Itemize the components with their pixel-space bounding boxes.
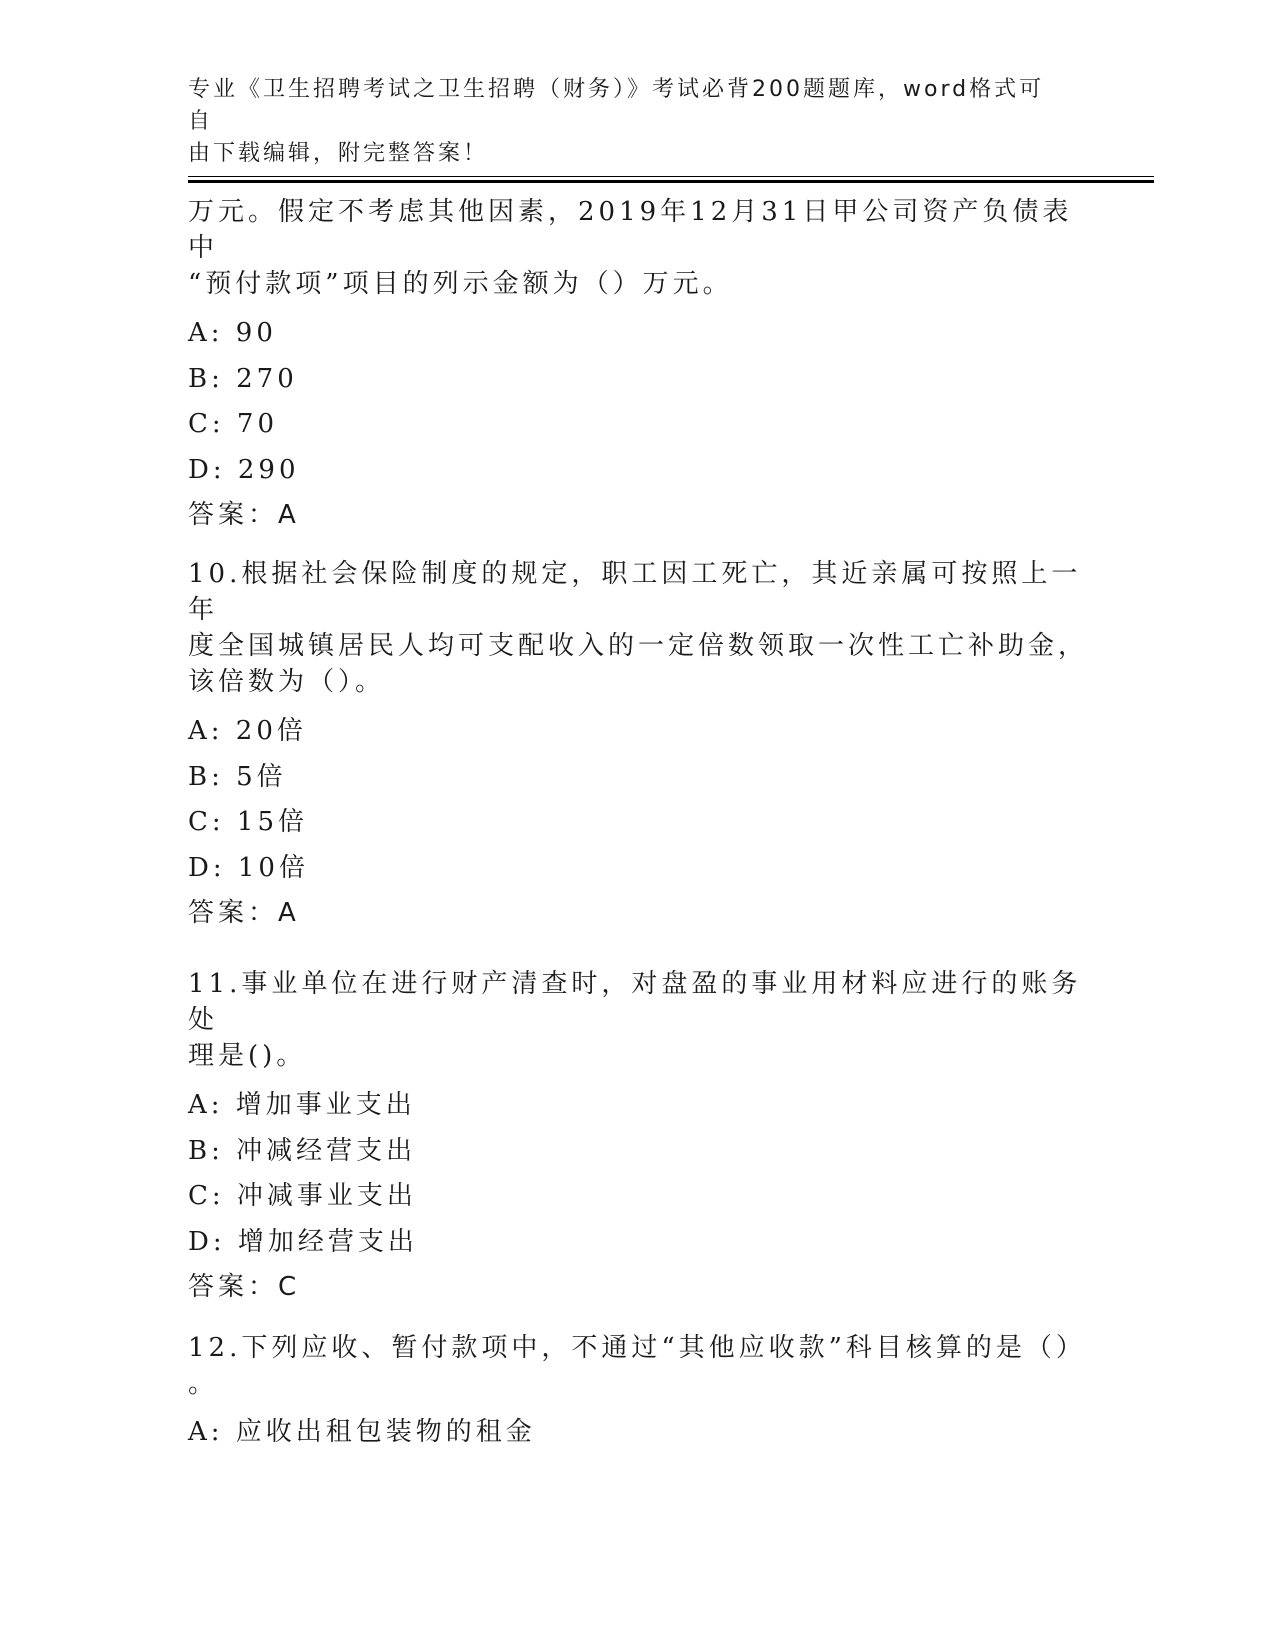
question-10-stem [188,556,1088,700]
question-11-option-b: B: 冲减经营支出 [188,1135,417,1166]
question-11-option-a: A: 增加事业支出 [188,1090,416,1120]
question-11-option-d: D: 增加经营支出 [188,1226,418,1257]
document-header [188,74,1068,170]
question-10-option-d: D: 10倍 [188,852,309,883]
header-line-2: 由下载编辑，附完整答案！ [188,141,489,166]
question-10-line-2: 度全国城镇居民人均可支配收入的一定倍数领取一次性工亡补助金， [188,631,1089,661]
question-10-option-a: A: 20倍 [188,716,307,746]
question-11-line-2: 理是()。 [188,1041,307,1071]
question-10-answer: 答案：A [188,898,300,928]
question-12-line-1: 12.下列应收、暂付款项中，不通过“其他应收款”科目核算的是（） [188,1333,1086,1363]
header-divider-thin [188,176,1154,177]
question-12 [188,1330,1088,1456]
question-10-option-b: B: 5倍 [188,761,287,792]
question-9-stem [188,194,1088,302]
question-9-option-b: B: 270 [188,363,298,394]
question-10-line-1: 10.根据社会保险制度的规定，职工因工死亡，其近亲属可按照上一年 [188,559,1082,625]
question-9-option-c: C: 70 [188,409,279,439]
question-10 [188,556,1088,937]
question-12-line-2: 。 [188,1369,219,1399]
question-9-option-a: A: 90 [188,318,277,348]
question-11-line-1: 11.事业单位在进行财产清查时，对盘盈的事业用材料应进行的账务处 [188,969,1082,1035]
header-divider-thick [188,180,1154,183]
question-11-answer: 答案：C [188,1272,301,1302]
question-12-option-a: A: 应收出租包装物的租金 [188,1417,536,1447]
question-9-answer: 答案：A [188,500,300,530]
question-10-option-c: C: 15倍 [188,807,309,837]
question-10-line-3: 该倍数为（）。 [188,667,386,697]
header-line-1: 专业《卫生招聘考试之卫生招聘（财务）》考试必背200题题库，word格式可自 [188,77,1045,134]
question-9-line-2: “预付款项”项目的列示金额为（）万元。 [188,269,733,299]
question-12-stem [188,1330,1088,1402]
question-11-stem [188,966,1088,1074]
question-11 [188,966,1088,1311]
question-9 [188,194,1088,539]
question-9-line-1: 万元。假定不考虑其他因素，2019年12月31日甲公司资产负债表中 [188,197,1073,263]
question-11-option-c: C: 冲减事业支出 [188,1181,417,1211]
question-9-option-d: D: 290 [188,454,300,485]
